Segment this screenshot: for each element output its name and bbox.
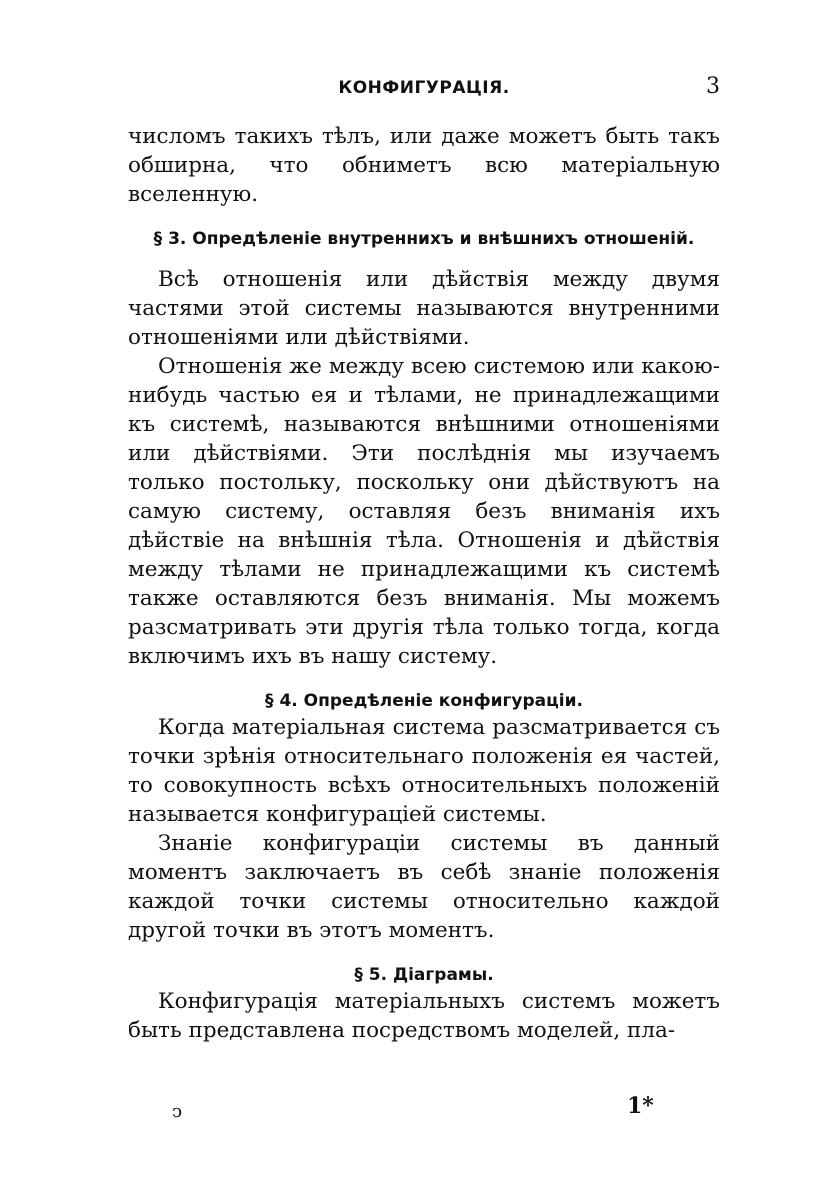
paragraph-internal-relations: Всѣ отношенія или дѣйствія между двумя частями этой системы называются внутренними отношеніями или дѣйствіями. (128, 267, 720, 350)
paragraph-external-relations: Отношенія же между всею системою или какою-нибудь частью ея и тѣлами, не принадлежащими къ системѣ, называются внѣшними отношеніями или дѣйствіями. Эти послѣднія мы изучаемъ только постольку, поскольку они дѣйствуютъ на самую систему, оставляя безъ вниманія ихъ дѣйствіе на внѣшнія тѣла. Отношенія и дѣйствія между тѣлами не принадлежащими къ системѣ также оставляются безъ вниманія. Мы можемъ разсматривать эти другія тѣла только тогда, когда включимъ ихъ въ нашу систему. (128, 354, 720, 669)
printer-signature: 1* (627, 1093, 654, 1119)
footer-mark: ↄ (172, 1101, 183, 1122)
paragraph-configuration-definition: Когда матеріальная система разсматривается съ точки зрѣнія относительнаго положенія ея частей, то совокупность всѣхъ относительныхъ положеній называется конфигураціей системы. (128, 715, 720, 827)
page-number: 3 (706, 74, 720, 99)
section-4-heading: § 4. Опредѣленіе конфигураціи. (265, 691, 583, 711)
paragraph-configuration-knowledge: Знаніе конфигураціи системы въ данный моментъ заключаетъ въ себѣ знаніе положенія каждой точки системы относительно каждой другой точки въ этотъ моментъ. (128, 831, 720, 943)
section-5-heading: § 5. Діаграмы. (354, 965, 494, 985)
paragraph-continuation: числомъ такихъ тѣлъ, или даже можетъ быть такъ обширна, что обниметъ всю матеріальную вселенную. (128, 124, 720, 207)
body-text (128, 122, 720, 1045)
running-head (128, 74, 720, 104)
section-3-heading: § 3. Опредѣленіе внутреннихъ и внѣшнихъ отношеній. (153, 229, 695, 249)
running-title: КОНФИГУРАЦІЯ. (338, 78, 510, 98)
paragraph-diagrams: Конфигурація матеріальныхъ системъ можетъ быть представлена посредствомъ моделей, пла- (128, 989, 720, 1043)
